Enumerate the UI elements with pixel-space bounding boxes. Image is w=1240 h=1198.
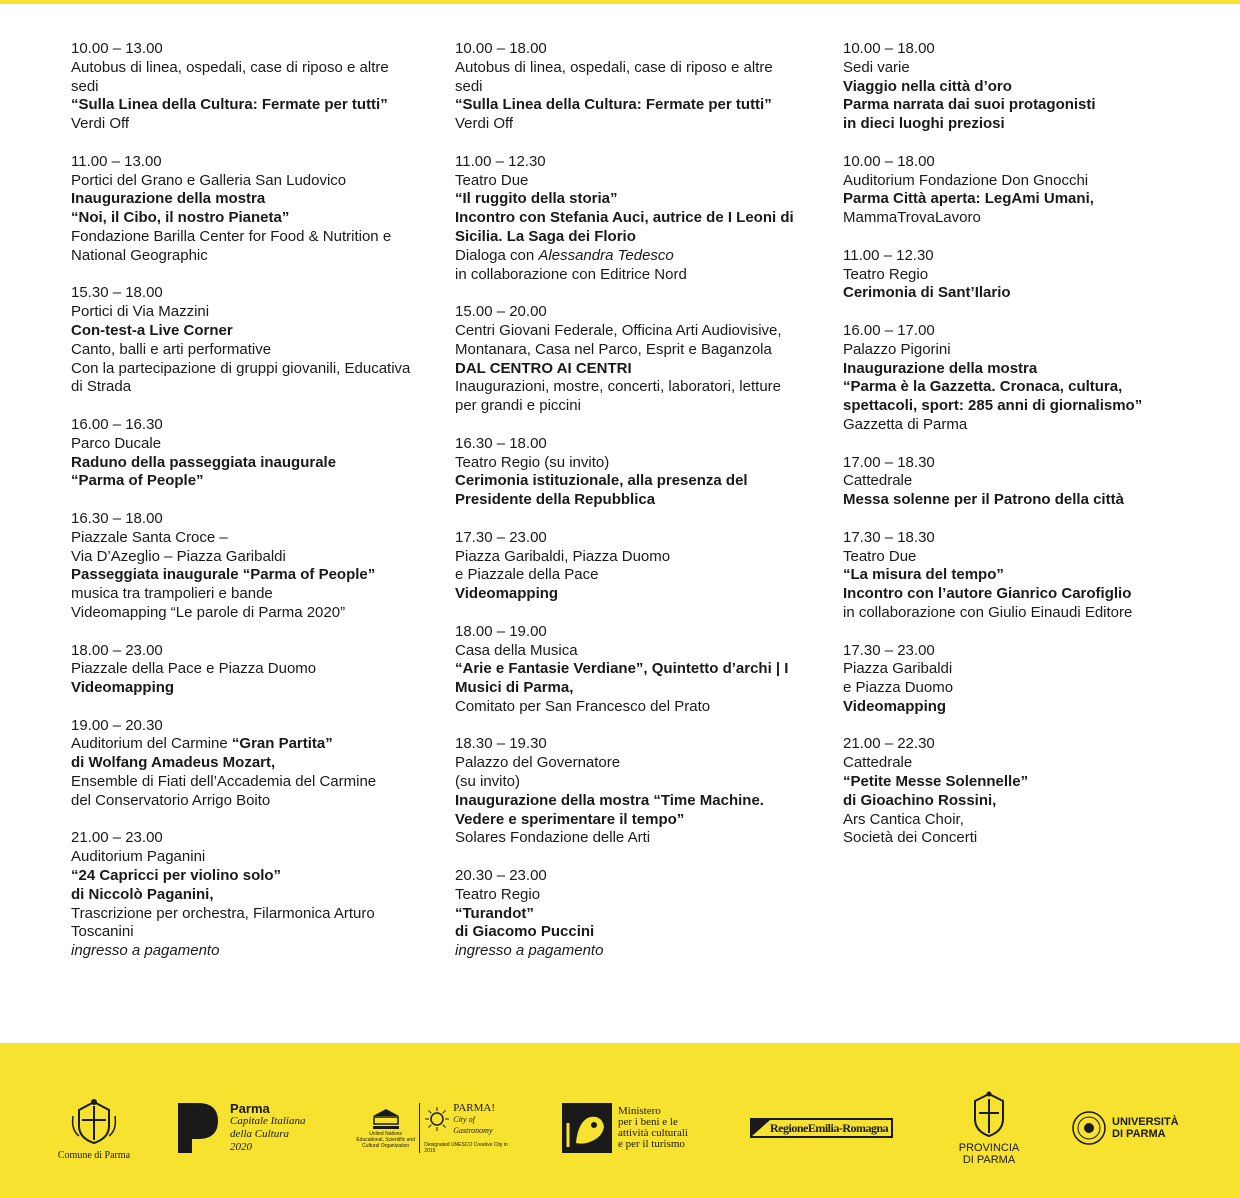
provincia-crest-icon: [969, 1091, 1009, 1139]
event-line: Comitato per San Francesco del Prato: [455, 697, 711, 715]
event-block: [455, 40, 795, 134]
event-time: 17.30 – 23.00: [455, 528, 547, 546]
comune-di-parma-logo: [54, 1083, 134, 1173]
event-block: [843, 642, 1183, 717]
event-line: Con la partecipazione di gruppi giovanili, Educativa di Strada: [71, 359, 411, 396]
unesco-parma-title: PARMA!: [453, 1101, 496, 1114]
unesco-parma-sub: City of Gastronomy: [453, 1114, 493, 1135]
comune-crest-icon: [69, 1096, 119, 1146]
event-line: Gazzetta di Parma: [843, 415, 968, 433]
event-time: 15.30 – 18.00: [71, 284, 163, 302]
event-line-text: Dialoga con: [455, 246, 539, 264]
event-line: Teatro Regio (su invito): [455, 453, 610, 471]
event-line: Palazzo Pigorini: [843, 340, 951, 358]
sun-icon: [424, 1106, 450, 1132]
mibac-logo: [562, 1083, 692, 1173]
event-person: Alessandra Tedesco: [538, 246, 674, 264]
event-line: Teatro Due: [455, 171, 529, 189]
event-line: [71, 735, 411, 754]
event-line: Portici di Via Mazzini: [71, 303, 210, 321]
event-line: Centri Giovani Federale, Officina Arti Audiovisive, Montanara, Casa nel Parco, Esprit e Baganzola: [455, 321, 782, 358]
event-line: del Conservatorio Arrigo Boito: [71, 791, 271, 809]
event-block: [843, 247, 1183, 303]
event-time: 18.30 – 19.30: [455, 735, 547, 753]
event-title: Viaggio nella città d’oro: [843, 77, 1012, 95]
mibac-line-3: attività culturali: [618, 1127, 688, 1139]
event-block: [71, 642, 411, 698]
event-line: Verdi Off: [455, 115, 514, 133]
event-block: [455, 303, 795, 416]
event-title: Cerimonia di Sant’Ilario: [843, 284, 1011, 302]
event-time: 20.30 – 23.00: [455, 867, 547, 885]
event-line: Piazzale della Pace e Piazza Duomo: [71, 660, 317, 678]
event-line: Verdi Off: [71, 115, 130, 133]
event-line: Fondazione Barilla Center for Food & Nutrition e National Geographic: [71, 227, 392, 264]
event-time: 10.00 – 18.00: [843, 152, 935, 170]
event-line: Casa della Musica: [455, 641, 578, 659]
regione-logo: [750, 1083, 902, 1173]
capitale-title: Parma: [230, 1101, 270, 1116]
event-block: [843, 454, 1183, 510]
event-block: [71, 510, 411, 623]
event-line: Teatro Due: [843, 547, 917, 565]
universita-seal-icon: [1071, 1110, 1107, 1146]
event-title: Incontro con l’autore Gianrico Carofiglio: [843, 585, 1132, 603]
event-title: Videomapping: [455, 585, 559, 603]
event-line: in collaborazione con Giulio Einaudi Editore: [843, 603, 1133, 621]
event-line: Canto, balli e arti performative: [71, 340, 272, 358]
event-line: Ensemble di Fiati dell’Accademia del Carmine: [71, 773, 377, 791]
capitale-year: 2020: [230, 1141, 252, 1153]
event-line: Portici del Grano e Galleria San Ludovico: [71, 171, 347, 189]
universita-line-2: DI PARMA: [1112, 1128, 1166, 1140]
event-line: Via D’Azeglio – Piazza Garibaldi: [71, 547, 286, 565]
event-block: [71, 40, 411, 134]
event-block: [455, 623, 795, 717]
capitale-sub1: Capitale Italiana: [230, 1115, 306, 1127]
event-time: 19.00 – 20.30: [71, 716, 163, 734]
universita-logo: [1071, 1083, 1186, 1173]
event-title: Incontro con Stefania Auci, autrice de I Leoni di Sicilia. La Saga dei Florio: [455, 209, 794, 245]
event-note: ingresso a pagamento: [71, 942, 220, 960]
event-line: e Piazzale della Pace: [455, 566, 599, 584]
event-line: musica tra trampolieri e bande: [71, 585, 273, 603]
event-time: 16.00 – 17.00: [843, 321, 935, 339]
unesco-left-label: United Nations Educational, Scientific and Cultural Organization: [356, 1131, 415, 1149]
event-title: Messa solenne per il Patrono della città: [843, 491, 1124, 509]
event-time: 17.30 – 18.30: [843, 528, 935, 546]
event-time: 18.00 – 19.00: [455, 622, 547, 640]
event-block: [843, 529, 1183, 623]
event-time: 17.30 – 23.00: [843, 641, 935, 659]
event-line: Auditorium Paganini: [71, 848, 206, 866]
program-column-1: [71, 40, 411, 980]
event-title: Cerimonia istituzionale, alla presenza del Presidente della Repubblica: [455, 472, 748, 509]
parma-capitale-logo: [176, 1083, 316, 1173]
event-line: Cattedrale: [843, 754, 913, 772]
event-line: Autobus di linea, ospedali, case di riposo e altre sedi: [455, 58, 773, 95]
unesco-caption: Designated UNESCO Creative City in 2015: [424, 1141, 508, 1154]
event-line: Società dei Concerti: [843, 829, 978, 847]
event-block: [843, 153, 1183, 228]
event-line: Cattedrale: [843, 472, 913, 490]
event-title: Con-test-a Live Corner: [71, 321, 233, 339]
mibac-line-2: per i beni e le: [618, 1116, 678, 1128]
provincia-logo: [953, 1083, 1025, 1173]
event-title: “Turandot”: [455, 904, 534, 922]
mibac-emblem-icon: [562, 1103, 612, 1153]
event-title: di Wolfang Amadeus Mozart,: [71, 754, 276, 772]
event-block: [455, 153, 795, 285]
event-line: Solares Fondazione delle Arti: [455, 829, 651, 847]
event-line: MammaTrovaLavoro: [843, 209, 981, 227]
event-time: 10.00 – 13.00: [71, 40, 163, 57]
event-line: Piazza Garibaldi: [843, 660, 953, 678]
event-line: Inaugurazioni, mostre, concerti, laboratori, letture per grandi e piccini: [455, 378, 781, 415]
mibac-line-1: Ministero: [618, 1105, 661, 1117]
event-title: Videomapping: [71, 679, 175, 697]
event-block: [71, 284, 411, 397]
capitale-sub2: della Cultura: [230, 1128, 289, 1140]
event-block: [843, 735, 1183, 848]
provincia-line-1: PROVINCIA: [958, 1141, 1020, 1154]
event-time: 11.00 – 13.00: [71, 152, 162, 170]
program-column-3: [843, 40, 1183, 867]
event-title: “Petite Messe Solennelle”: [843, 773, 1029, 791]
event-line: e Piazza Duomo: [843, 679, 954, 697]
event-time: 21.00 – 23.00: [71, 829, 163, 847]
event-line: Parco Ducale: [71, 434, 162, 452]
unesco-divider: [419, 1103, 420, 1153]
regione-mark-icon: [752, 1120, 770, 1136]
event-time: 15.00 – 20.00: [455, 303, 547, 321]
event-block: [843, 322, 1183, 435]
event-block: [455, 529, 795, 604]
event-title: Inaugurazione della mostra: [843, 359, 1038, 377]
provincia-label: [959, 1142, 1020, 1166]
comune-label: Comune di Parma: [57, 1149, 131, 1161]
provincia-line-2: DI PARMA: [962, 1153, 1016, 1166]
parma-p-icon: [176, 1101, 220, 1155]
event-title: Parma narrata dai suoi protagonisti: [843, 96, 1096, 114]
top-accent-bar: [0, 0, 1240, 4]
event-title: Passeggiata inaugurale “Parma of People”: [71, 566, 376, 584]
event-line: in collaborazione con Editrice Nord: [455, 265, 687, 283]
event-title: Videomapping: [843, 697, 947, 715]
event-title: “24 Capricci per violino solo”: [71, 867, 282, 885]
unesco-logo: [356, 1083, 516, 1173]
event-line-text: Auditorium del Carmine: [71, 735, 232, 753]
event-title: DAL CENTRO AI CENTRI: [455, 359, 632, 377]
event-line: Trascrizione per orchestra, Filarmonica Arturo Toscanini: [71, 904, 375, 941]
event-line: Auditorium Fondazione Don Gnocchi: [843, 171, 1089, 189]
event-title: Inaugurazione della mostra “Time Machine. Vedere e sperimentare il tempo”: [455, 791, 764, 828]
regione-label: RegioneEmilia-Romagna: [770, 1120, 889, 1135]
event-title: “Sulla Linea della Cultura: Fermate per tutti”: [71, 96, 388, 114]
event-title: “Gran Partita”: [231, 735, 333, 753]
event-title: di Giacomo Puccini: [455, 923, 595, 941]
event-title: in dieci luoghi preziosi: [843, 115, 1005, 133]
event-time: 11.00 – 12.30: [843, 246, 934, 264]
event-time: 21.00 – 22.30: [843, 735, 935, 753]
sponsor-footer: [0, 1043, 1240, 1198]
event-time: 17.00 – 18.30: [843, 453, 935, 471]
event-time: 10.00 – 18.00: [843, 40, 935, 57]
event-line: Piazzale Santa Croce –: [71, 528, 228, 546]
event-time: 11.00 – 12.30: [455, 152, 546, 170]
universita-line-1: UNIVERSITÀ: [1112, 1116, 1179, 1128]
event-title: “Arie e Fantasie Verdiane”, Quintetto d’archi | I Musici di Parma,: [455, 660, 789, 697]
event-line: Teatro Regio: [455, 885, 541, 903]
event-line: Sedi varie: [843, 58, 910, 76]
event-line: Autobus di linea, ospedali, case di riposo e altre sedi: [71, 58, 389, 95]
event-line: Piazza Garibaldi, Piazza Duomo: [455, 547, 671, 565]
event-time: 16.00 – 16.30: [71, 415, 163, 433]
event-block: [71, 829, 411, 961]
event-time: 16.30 – 18.00: [455, 434, 547, 452]
event-block: [455, 735, 795, 848]
event-title: “Il ruggito della storia”: [455, 190, 618, 208]
event-line: Teatro Regio: [843, 265, 929, 283]
event-title: Inaugurazione della mostra: [71, 190, 266, 208]
program-column-2: [455, 40, 795, 980]
event-title: “Parma è la Gazzetta. Cronaca, cultura, spettacoli, sport: 285 anni di giornalismo”: [843, 378, 1143, 415]
event-title: “Noi, il Cibo, il nostro Pianeta”: [71, 209, 290, 227]
mibac-line-4: e per il turismo: [618, 1138, 685, 1150]
event-time: 18.00 – 23.00: [71, 641, 163, 659]
event-line: Palazzo del Governatore: [455, 754, 621, 772]
event-block: [455, 435, 795, 510]
event-block: [843, 40, 1183, 134]
event-line: Videomapping “Le parole di Parma 2020”: [71, 603, 346, 621]
event-title: “La misura del tempo”: [843, 566, 1004, 584]
event-block: [71, 153, 411, 266]
event-title: di Gioachino Rossini,: [843, 791, 997, 809]
event-title: “Parma of People”: [71, 472, 204, 490]
event-title: “Sulla Linea della Cultura: Fermate per tutti”: [455, 96, 772, 114]
event-note: ingresso a pagamento: [455, 942, 604, 960]
event-title: di Niccolò Paganini,: [71, 885, 214, 903]
event-time: 10.00 – 18.00: [455, 40, 547, 57]
event-block: [71, 717, 411, 811]
event-line: [455, 247, 795, 266]
event-title: Raduno della passeggiata inaugurale: [71, 453, 337, 471]
event-line: Ars Cantica Choir,: [843, 810, 964, 828]
event-line: (su invito): [455, 773, 521, 791]
event-time: 16.30 – 18.00: [71, 509, 163, 527]
event-block: [71, 416, 411, 491]
unesco-temple-icon: [371, 1107, 401, 1131]
event-block: [455, 867, 795, 961]
event-title: Parma Città aperta: LegAmi Umani,: [843, 190, 1094, 208]
